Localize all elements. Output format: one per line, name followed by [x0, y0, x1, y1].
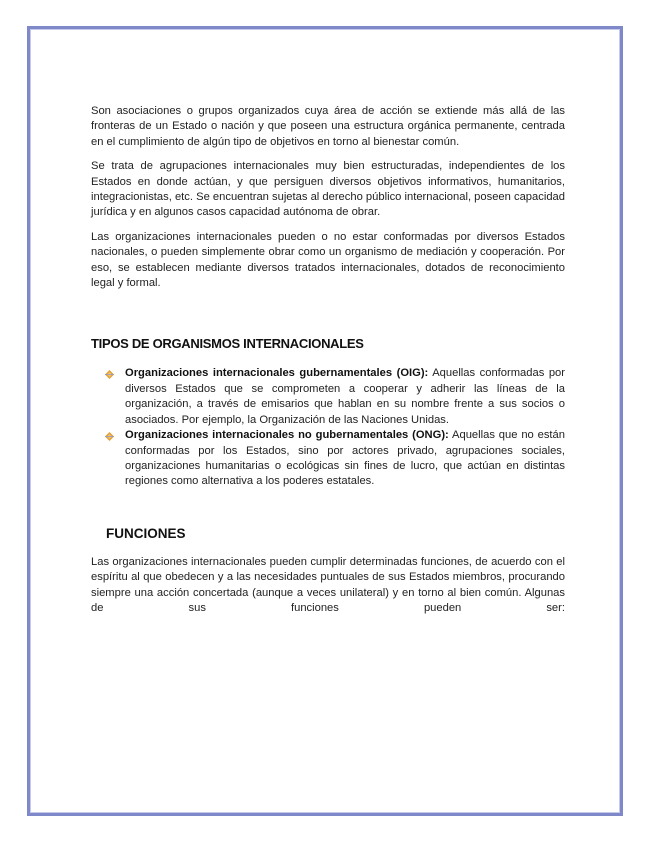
- diamond-bullet-icon: [105, 370, 114, 379]
- list-item-term: Organizaciones internacionales gubernamentales (OIG):: [125, 367, 429, 380]
- tipos-list: [91, 366, 565, 489]
- paragraph-definition: Son asociaciones o grupos organizados cuya área de acción se extiende más allá de las fronteras de un Estado o nación y que poseen una estructura orgánica permanente, centrada en el cumplimiento de algún tipo de objetivos en torno al bienestar común.: [91, 105, 565, 148]
- paragraph-funciones: Las organizaciones internacionales pueden cumplir determinadas funciones, de acuerdo con el espíritu al que obedecen y a las necesidades puntuales de sus Estados miembros, procurando siempre una acción concertada (aunque a veces unilateral) y en torno al bien común. Algunas de sus funciones pueden ser:: [91, 555, 565, 614]
- diamond-bullet-icon: [105, 432, 114, 441]
- section-heading-funciones: FUNCIONES: [106, 525, 186, 541]
- list-item-ong: [91, 428, 565, 490]
- paragraph-characteristics: Se trata de agrupaciones internacionales muy bien estructuradas, independientes de los Estados en donde actúan, y que persiguen diversos objetivos informativos, humanitarios, integracionistas, etc. Se encuentran sujetas al derecho público internacional, poseen capacidad jurídica y en algunos casos capacidad autónoma de obrar.: [91, 160, 565, 219]
- document-content: [91, 104, 565, 616]
- list-item-oig: [91, 366, 565, 428]
- paragraph-composition: Las organizaciones internacionales pueden o no estar conformadas por diversos Estados nacionales, o pueden simplemente obrar como un organismo de mediación y cooperación. Por eso, se establecen mediante diversos tratados internacionales, dotados de reconocimiento legal y formal.: [91, 230, 565, 290]
- list-item-term: Organizaciones internacionales no gubernamentales (ONG):: [125, 429, 449, 442]
- list-item-text: Aquellas que no están conformadas por los Estados, sino por actores privado, agrupaciones sociales, organizaciones humanitarias o ecológicas sin fines de lucro, que actúan en distintas regiones como alternativa a los poderes estatales.: [125, 429, 565, 488]
- section-heading-tipos: TIPOS DE ORGANISMOS INTERNACIONALES: [91, 336, 364, 352]
- list-item-text: Aquellas conformadas por diversos Estados que se comprometen a cooperar y adherir las líneas de la organización, a través de emisarios que hablan en su nombre frente a sus socios o asociados. Por ejemplo, la Organización de las Naciones Unidas.: [125, 367, 565, 426]
